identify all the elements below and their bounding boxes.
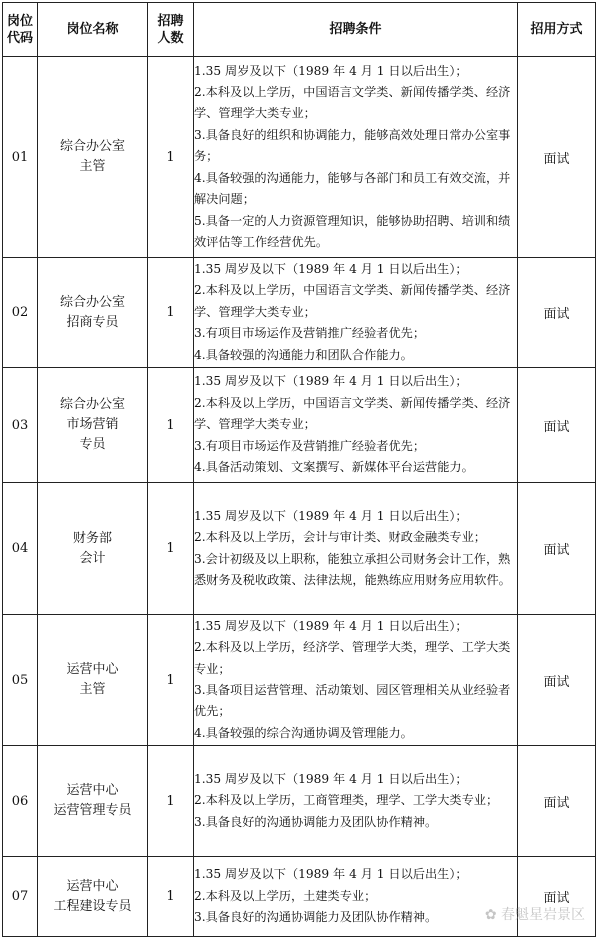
cell-position-name: 运营中心 主管: [38, 615, 148, 746]
header-method: 招用方式: [518, 3, 596, 57]
cell-count: 1: [148, 857, 194, 937]
header-conditions: 招聘条件: [194, 3, 518, 57]
cell-code: 04: [3, 483, 38, 615]
cell-conditions: 1.35 周岁及以下（1989 年 4 月 1 日以后出生）； 2.本科及以上学历，会计与审计类、财政金融类专业； 3.会计初级及以上职称，能独立承担公司财务会计工作，熟悉财务及税收政策、法律法规，能熟练应用财务应用软件。: [194, 483, 518, 615]
table-row: [3, 57, 596, 258]
header-count: 招聘 人数: [148, 3, 194, 57]
cell-code: 07: [3, 857, 38, 937]
cell-count: 1: [148, 57, 194, 258]
cell-method: 面试: [518, 857, 596, 937]
cell-position-name: 运营中心 工程建设专员: [38, 857, 148, 937]
table-row: [3, 746, 596, 857]
cell-method: 面试: [518, 483, 596, 615]
cell-code: 06: [3, 746, 38, 857]
cell-method: 面试: [518, 368, 596, 483]
cell-position-name: 运营中心 运营管理专员: [38, 746, 148, 857]
recruitment-table: [2, 2, 596, 937]
cell-conditions: 1.35 周岁及以下（1989 年 4 月 1 日以后出生）； 2.本科及以上学历，工商管理类，理学、工学大类专业； 3.具备良好的沟通协调能力及团队协作精神。: [194, 746, 518, 857]
table-row: [3, 615, 596, 746]
watermark: ✿ 春魁星岩景区: [484, 907, 585, 923]
cell-code: 02: [3, 258, 38, 368]
cell-code: 03: [3, 368, 38, 483]
table-row: [3, 368, 596, 483]
cell-count: 1: [148, 746, 194, 857]
cell-count: 1: [148, 615, 194, 746]
cell-position-name: 综合办公室 主管: [38, 57, 148, 258]
table-row: [3, 258, 596, 368]
cell-method: 面试: [518, 615, 596, 746]
cell-code: 01: [3, 57, 38, 258]
cell-conditions: 1.35 周岁及以下（1989 年 4 月 1 日以后出生）； 2.本科及以上学历，经济学、管理学大类，理学、工学大类专业； 3.具备项目运营管理、活动策划、园区管理相关从业经验者优先； 4.具备较强的综合沟通协调及管理能力。: [194, 615, 518, 746]
cell-conditions: 1.35 周岁及以下（1989 年 4 月 1 日以后出生）； 2.本科及以上学历，土建类专业； 3.具备良好的沟通协调能力及团队协作精神。: [194, 857, 518, 937]
cell-method: 面试: [518, 258, 596, 368]
watermark-logo-icon: ✿: [484, 907, 501, 923]
table-row: [3, 857, 596, 937]
cell-conditions: 1.35 周岁及以下（1989 年 4 月 1 日以后出生）； 2.本科及以上学历，中国语言文学类、新闻传播学类、经济学、管理学大类专业； 3.具备良好的组织和协调能力，能够高效处理日常办公室事务； 4.具备较强的沟通能力，能够与各部门和员工有效交流，并解决问题； 5.具备一定的人力资源管理知识，能够协助招聘、培训和绩效评估等工作经营优先。: [194, 57, 518, 258]
cell-code: 05: [3, 615, 38, 746]
cell-method: 面试: [518, 57, 596, 258]
cell-method: 面试: [518, 746, 596, 857]
cell-count: 1: [148, 368, 194, 483]
cell-conditions: 1.35 周岁及以下（1989 年 4 月 1 日以后出生）； 2.本科及以上学历，中国语言文学类、新闻传播学类、经济学、管理学大类专业； 3.有项目市场运作及营销推广经验者优先； 4.具备活动策划、文案撰写、新媒体平台运营能力。: [194, 368, 518, 483]
table-row: [3, 483, 596, 615]
cell-position-name: 综合办公室 招商专员: [38, 258, 148, 368]
header-code: 岗位 代码: [3, 3, 38, 57]
cell-count: 1: [148, 483, 194, 615]
cell-conditions: 1.35 周岁及以下（1989 年 4 月 1 日以后出生）； 2.本科及以上学历，中国语言文学类、新闻传播学类、经济学、管理学大类专业； 3.有项目市场运作及营销推广经验者优先； 4.具备较强的沟通能力和团队合作能力。: [194, 258, 518, 368]
table-header-row: [3, 3, 596, 57]
cell-position-name: 财务部 会计: [38, 483, 148, 615]
cell-count: 1: [148, 258, 194, 368]
header-name: 岗位名称: [38, 3, 148, 57]
cell-position-name: 综合办公室 市场营销 专员: [38, 368, 148, 483]
